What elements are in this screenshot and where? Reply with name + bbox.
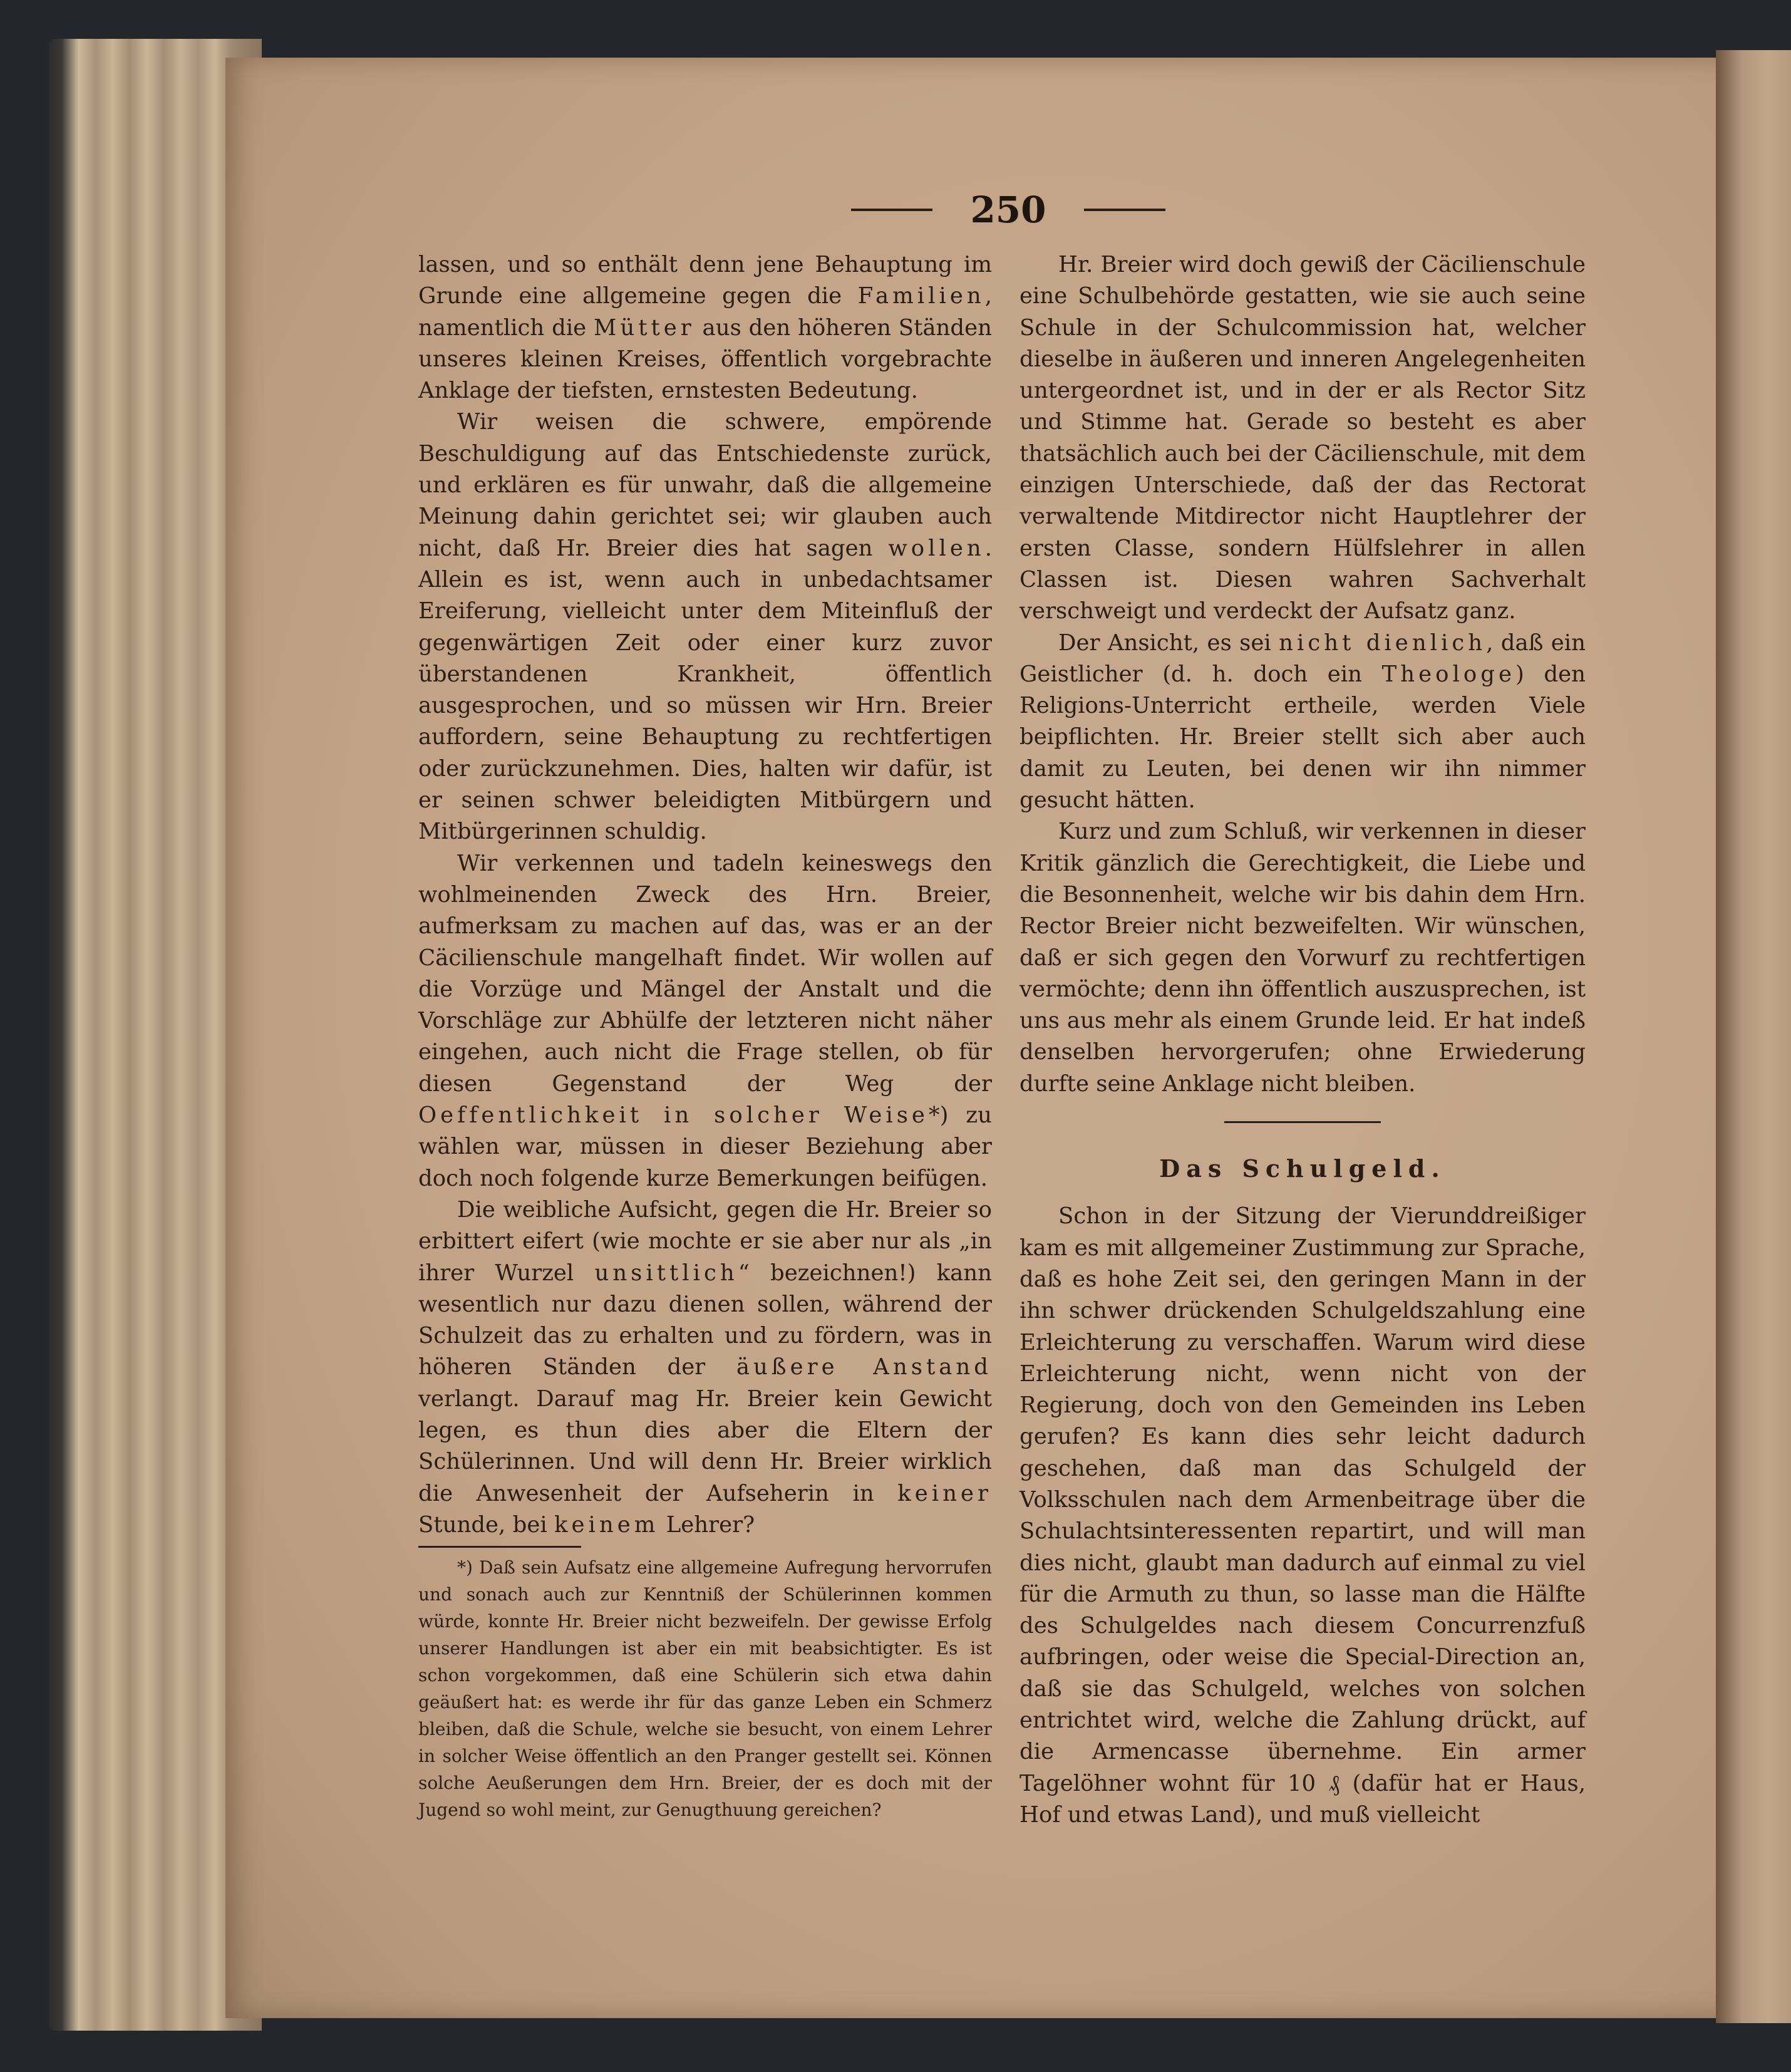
text-run: Schon in der Sitzung der Vierunddreißiger kam es mit allgemeiner Zustimmung zur Sprache, daß es hohe Zeit sei, den geringen Mann in der ihn schwer drückenden Schulgeldszahlung eine Erleichterung zu verschaffen. Warum wird diese Erleichterung nicht, wenn nicht von der Regierung, doch von den Gemeinden ins Leben gerufen? Es kann dies sehr leicht dadurch geschehen, daß man das Schulgeld der Volksschulen nach dem Armenbeitrage über die Schulachtsinteressenten repartirt, und will man dies nicht, glaubt man dadurch auf einmal zu viel für die Armuth zu thun, so lasse man die Hälfte des Schulgeldes nach diesem Concurrenzfuß aufbringen, oder weise die Special-Direction an, daß sie das Schulgeld, welches von solchen entrichtet wird, welche die Zahlung drückt, auf die Armencasse übernehme. Ein armer Tagelöhner wohnt für 10 ₰ (dafür hat er Haus, Hof und etwas Land), und muß vielleicht bbox=[1019, 1203, 1586, 1828]
page-number: 250 bbox=[970, 189, 1046, 231]
spaced-emphasis: nicht dienlich bbox=[1279, 629, 1487, 656]
text-run: Stunde, bei bbox=[418, 1511, 554, 1538]
text-run: Wir weisen die schwere, empörende Beschuldigung auf das Entschiedenste zurück, und erklären es für unwahr, daß die allgemeine Meinung dahin gerichtet sei; wir glauben auch nicht, daß Hr. Breier dies hat sagen bbox=[418, 409, 992, 561]
text-run: Kurz und zum Schluß, wir verkennen in dieser Kritik gänzlich die Gerechtigkeit, die Liebe und die Besonnenheit, welche wir bis dahin dem Hrn. Rector Breier nicht bezweifelten. Wir wünschen, daß er sich gegen den Vorwurf zu rechtfertigen vermöchte; denn ihn öffentlich auszusprechen, ist uns aus mehr als einem Grunde leid. Er hat indeß denselben hervorgerufen; ohne Erwiederung durfte seine Anklage nicht bleiben. bbox=[1019, 819, 1586, 1097]
text-run: “ bezeichnen!) kann wesentlich nur dazu dienen sollen, während der Schulzeit das zu erhalten und zu fördern, was in höheren Ständen der bbox=[418, 1260, 992, 1380]
spaced-emphasis: unsittlich bbox=[594, 1260, 738, 1286]
text-run: Hr. Breier wird doch gewiß der Cäcilienschule eine Schulbehörde gestatten, wie sie auch seine Schule in der Schulcommission hat, welcher dieselbe in äußeren und inneren Angelegenheiten untergeordnet ist, und in der er als Rector Sitz und Stimme hat. Gerade so besteht es aber thatsächlich auch bei der Cäcilienschule, mit dem einzigen Unterschiede, daß der das Rectorat verwaltende Mitdirector nicht Hauptlehrer der ersten Classe, sondern Hülfslehrer in allen Classen ist. Diesen wahren Sachverhalt verschweigt und verdeckt der Aufsatz ganz. bbox=[1019, 252, 1586, 624]
right-column bbox=[1019, 249, 1586, 1831]
paragraph bbox=[418, 249, 992, 407]
paragraph bbox=[1019, 628, 1586, 817]
footnote bbox=[418, 1554, 992, 1823]
text-run: aus den höheren Ständen unseres kleinen Kreises, öffentlich vorgebrachte Anklage der tiefsten, ernstesten Bedeutung. bbox=[418, 314, 992, 404]
text-run: lassen, und so enthält denn jene Behauptung im Grunde eine allgemeine gegen die bbox=[418, 252, 992, 309]
spaced-emphasis: keiner bbox=[897, 1480, 992, 1506]
page-header bbox=[839, 182, 1177, 238]
spaced-emphasis: äußere Anstand bbox=[736, 1354, 992, 1380]
spaced-emphasis: Familien bbox=[857, 283, 985, 309]
text-run: , daß ein Geistlicher (d. h. doch ein bbox=[1019, 629, 1586, 687]
paragraph bbox=[1019, 1201, 1586, 1831]
paragraph bbox=[418, 848, 992, 1194]
header-rule-right bbox=[1084, 209, 1165, 211]
footnote-rule bbox=[418, 1546, 581, 1548]
text-run: Der Ansicht, es sei bbox=[1058, 629, 1279, 656]
facing-page-gutter bbox=[1716, 50, 1791, 2023]
paragraph bbox=[418, 1194, 992, 1541]
spaced-emphasis: Theologe bbox=[1381, 661, 1515, 687]
spaced-emphasis: Mütter bbox=[594, 314, 695, 341]
text-run: verlangt. Darauf mag Hr. Breier kein Gewicht legen, es thun dies aber die Eltern der Schülerinnen. Und will denn Hr. Breier wirklich die Anwesenheit der Aufseherin in bbox=[418, 1386, 992, 1506]
spaced-emphasis: keinem bbox=[554, 1511, 659, 1538]
left-column bbox=[418, 249, 992, 1823]
section-title: Das Schulgeld. bbox=[1159, 1154, 1446, 1183]
spaced-emphasis: wollen bbox=[888, 535, 985, 561]
text-run: . Allein es ist, wenn auch in unbedachtsamer Ereiferung, vielleicht unter dem Miteinfluß der gegenwärtigen Zeit oder einer kurz zuvor überstandenen Krankheit, öffentlich ausgesprochen, und so müssen wir Hrn. Breier auffordern, seine Behauptung zu rechtfertigen oder zurückzunehmen. Dies, halten wir dafür, ist er seinen schwer beleidigten Mitbürgern und Mitbürgerinnen schuldig. bbox=[418, 535, 992, 845]
paragraph bbox=[1019, 249, 1586, 628]
header-rule-left bbox=[851, 209, 932, 211]
paragraph bbox=[418, 407, 992, 847]
section-divider bbox=[1224, 1121, 1381, 1123]
text-run: ) den Religions-Unterricht ertheile, werden Viele beipflichten. Hr. Breier stellt sich aber auch damit zu Leuten, bei denen wir ihn nimmer gesucht hätten. bbox=[1019, 661, 1586, 814]
text-run: Die weibliche Aufsicht, gegen die Hr. Breier so erbittert eifert (wie mochte er sie aber nur als „in ihrer Wurzel bbox=[418, 1196, 992, 1286]
text-run: , namentlich die bbox=[418, 283, 992, 341]
paragraph bbox=[1019, 816, 1586, 1100]
text-run: Lehrer? bbox=[659, 1511, 755, 1538]
footnote-text: *) Daß sein Aufsatz eine allgemeine Aufregung hervorrufen und sonach auch zur Kenntniß der Schülerinnen kommen würde, konnte Hr. Breier nicht bezweifeln. Der gewisse Erfolg unserer Handlungen ist aber ein mit beabsichtigter. Es ist schon vorgekommen, daß eine Schülerin sich etwa dahin geäußert hat: es werde ihr für das ganze Leben ein Schmerz bleiben, daß die Schule, welche sie besucht, von einem Lehrer in solcher Weise öffentlich an den Pranger gestellt sei. Können solche Aeußerungen dem Hrn. Breier, der es doch mit der Jugend so wohl meint, zur Genugthuung gereichen? bbox=[418, 1557, 992, 1821]
text-run: Wir verkennen und tadeln keineswegs den wohlmeinenden Zweck des Hrn. Breier, aufmerksam zu machen auf das, was er an der Cäcilienschule mangelhaft findet. Wir wollen auf die Vorzüge und Mängel der Anstalt und die Vorschläge zur Abhülfe der letzteren nicht näher eingehen, auch nicht die Frage stellen, ob für diesen Gegenstand der Weg der bbox=[418, 850, 992, 1097]
spaced-emphasis: Oeffentlichkeit in solcher Weise bbox=[418, 1102, 929, 1129]
text-run: *) zu wählen war, müssen in dieser Beziehung aber doch noch folgende kurze Bemerkungen beifügen. bbox=[418, 1102, 992, 1191]
